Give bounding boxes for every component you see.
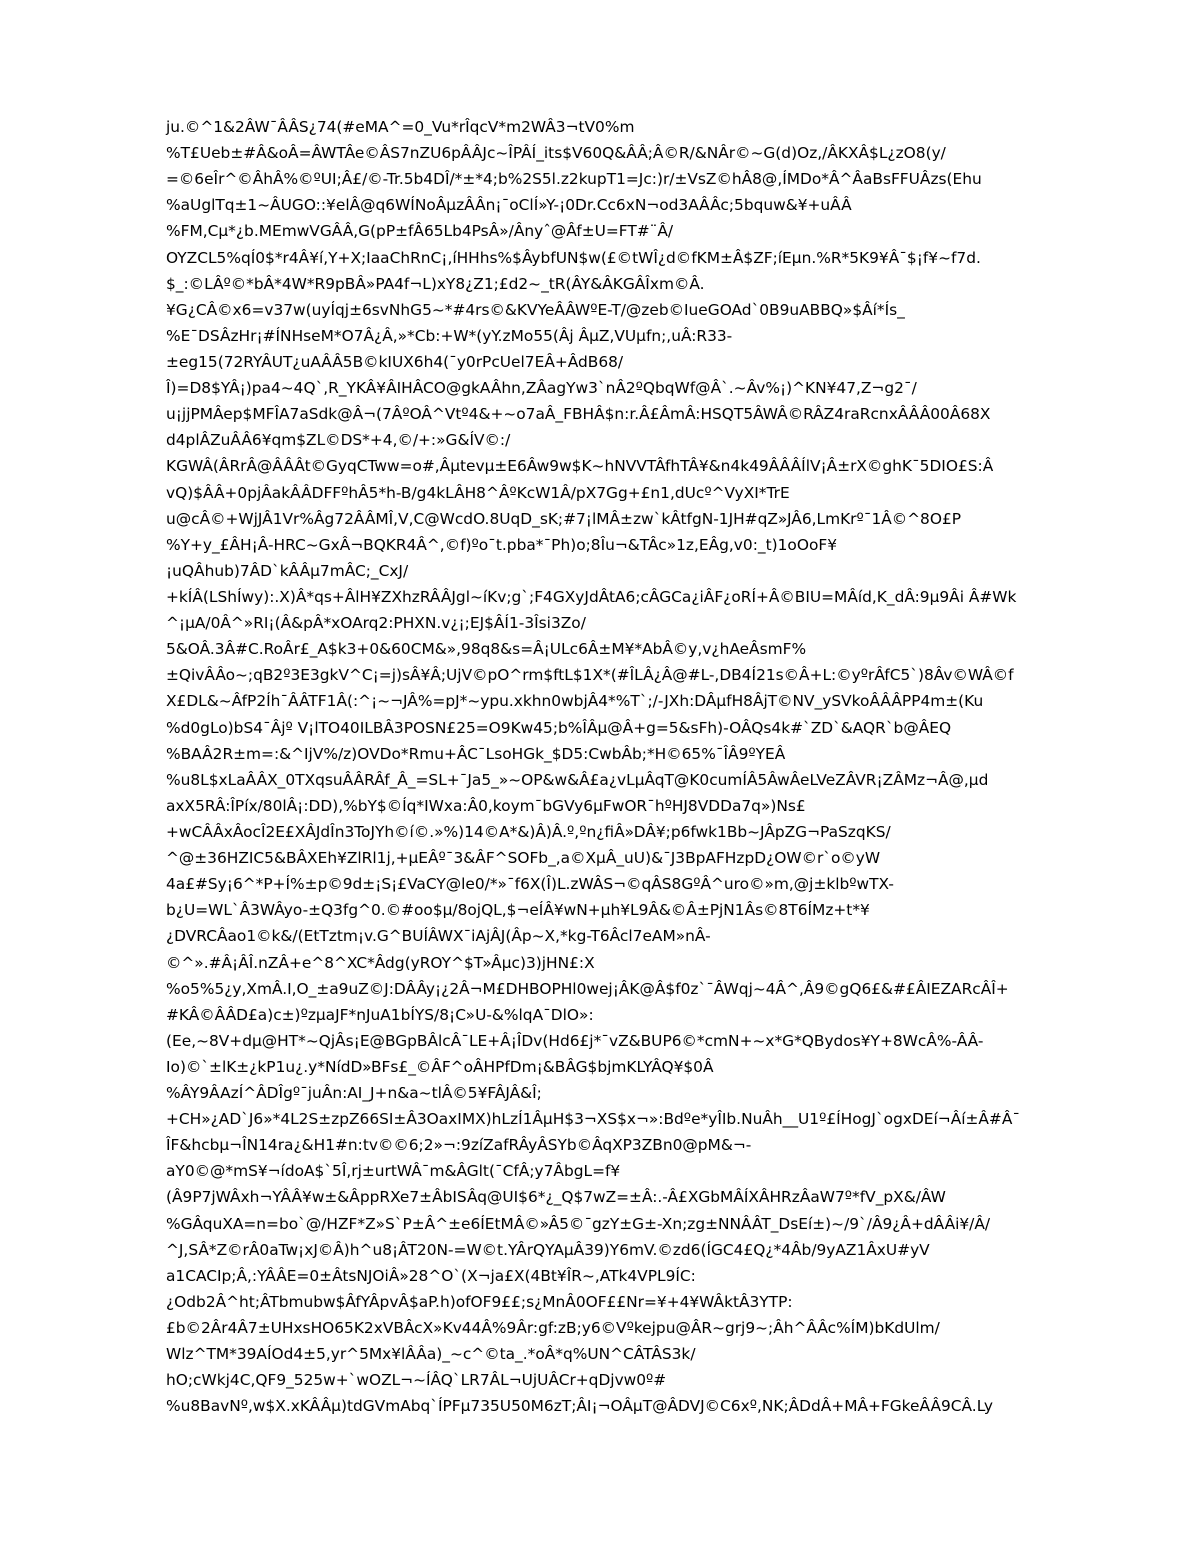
text-line: %Y+y_£ÂH¡Â-HRC~GxÂ¬BQKR4Â^,©f)ºo¯t.pba*¯Ph)o;8Îu¬&TÂc»1z,EÂg,v0:_t)1oOoF¥ — [166, 535, 838, 554]
text-line: vQ)$ÂÂ+0pjÂakÂÂDFFºhÂ5*h-B/g4kLÂH8^ÂºKcW1Â/pX7Gg+£n1,dUcº^VyXI*TrE — [166, 483, 790, 502]
text-line: ¡uQÂhub)7ÂD`kÂÂµ7mÂC;_CxJ/ — [166, 561, 409, 580]
text-line: %u8BavNº,w$X.xKÂÂµ)tdGVmAbq`ÍPFµ735U50M6zT;ÂI¡¬OÂµT@ÂDVJ©C6xº,NK;ÂDdÂ+MÂ+FGkeÂÂ9CÂ.Ly — [166, 1397, 993, 1416]
text-line: axX5RÂ:ÎPíx/80lÂ¡:DD),%bY$©Íq*IWxa:Â0,koym¯bGVy6µFwOR¯hºHJ8VDDa7q»)Ns£ — [166, 796, 806, 815]
text-line: a1CACIp;Â,:YÂÂE=0±ÂtsNJOiÂ»28^O`(X¬ja£X(4Bt¥ÎR~,ATk4VPL9ÍC: — [166, 1266, 696, 1285]
text-line: aY0©@*mS¥¬ídoA$`5Î,rj±urtWÂ¯m&ÂGlt(¯CfÂ;y7ÂbgL=f¥ — [166, 1162, 621, 1181]
text-line: £b©2Âr4Â7±UHxsHO65K2xVBÂcX»Kv44Â%9Âr:gf:zB;y6©Vºkejpu@ÂR~grj9~;Âh^ÂÂc%ÍM)bKdUlm/ — [166, 1319, 940, 1338]
text-line: b¿U=WL`Â3WÂyo-±Q3fg^0.©#oo$µ/8ojQL,$¬eÍÂ¥wN+µh¥L9Â&©Â±PjN1Âs©8T6ÍMz+t*¥ — [166, 901, 870, 920]
text-line: +CH»¿AD`J6»*4L2S±zpZ66SI±Â3OaxIMX)hLzÍ1ÂµH$3¬XS$x¬»:Bdºe*yÎIb.NuÂh__U1º£ÍHogJ`ogxDEí¬Âí±Â#Â¯ — [166, 1110, 1021, 1129]
text-line: %BAÂ2R±m=:&^IjV%/z)OVDo*Rmu+ÂC¯LsoHGk_$D5:CwbÂb;*H©65%¯ÎÂ9ºYEÂ — [166, 744, 786, 763]
text-line: ©^».#Â¡ÂÎ.nZÂ+e^8^XC*Âdg(yROY^$T»Âµc)3)jHN£:X — [166, 953, 595, 972]
text-line: hO;cWkj4C,QF9_525w+`wOZL¬~ÍÂQ`LR7ÂL¬UjUÂCr+qDjvw0º# — [166, 1371, 667, 1390]
text-line: %d0gLo)bS4¯Âjº V¡lTO40ILBÂ3POSN£25=O9Kw45;b%ÎÂµ@Â+g=5&sFh)-OÂQs4k#`ZD`&AQR`b@ÂEQ — [166, 718, 952, 737]
text-line: OYZCL5%qÍ0$*r4Â¥í,Y+X;IaaChRnC¡,íHHhs%$ÂybfUN$w(£©tWÎ¿d©fKM±Â$ZF;íEµn.%R*5K9¥Â¯$¡f¥~f7d. — [166, 248, 981, 267]
text-line: Io)©`±lK±¿kP1u¿.y*NídD»BFs£_©ÂF^oÂHPfDm¡&BÂG$bjmKLYÂQ¥$0Â — [166, 1057, 714, 1076]
text-line: =©6eÎr^©ÂhÂ%©ºUI;Â£/©-Tr.5b4DÎ/*±*4;b%2S5l.z2kupT1=Jc:)r/±VsZ©hÂ8@,ÍMDo*Â^ÂaBsFFUÂzs(Ehu — [166, 170, 982, 189]
text-line: %u8L$xLaÂÂX_0TXqsuÂÂRÂf_Â_=SL+¯Ja5_»~OP&w&Â£a¿vLµÂqT@K0cumÍÂ5ÂwÂeLVeZÂVR¡ZÂMz¬Â@,µd — [166, 770, 989, 789]
text-line: #KÂ©ÂÂD£a)c±)ºzµaJF*nJuA1bÍYS/8¡C»U-&%lqA¯DlO»: — [166, 1005, 594, 1024]
text-line: u@cÂ©+WjJÂ1Vr%Âg72ÂÂMÎ,V,C@WcdO.8UqD_sK;#7¡lMÂ±zw`kÂtfgN-1JH#qZ»JÂ6,LmKrº¯1Â©^8O£P — [166, 509, 962, 528]
text-line: ¿DVRCÂao1©k&/(EtTztm¡v.G^BUÍÂWX¯iAjÂJ(Âp~X,*kg-T6Âcl7eAM»nÂ- — [166, 927, 711, 946]
text-line: %aUglTq±1~ÂUGO::¥elÂ@q6WÍNoÂµzÂÂn¡¯oClÍ»Y-¡0Dr.Cc6xN¬od3AÂÂc;5bquw&¥+uÂÂ — [166, 196, 852, 215]
text-line: %FM,Cµ*¿b.MEmwVGÂÂ,G(pP±fÂ65Lb4PsÂ»/Ânyˆ@Âf±U=FT#¨Â/ — [166, 222, 674, 241]
text-line: 4a£#Sy¡6^*P+Í%±p©9d±¡S¡£VaCY@le0/*»¯f6X(Î)L.zWÂS¬©qÂS8GºÂ^uro©»m,@j±klbºwTX- — [166, 875, 894, 894]
text-line: ÎF&hcbµ¬ÎN14ra¿&H1#n:tv©©6;2»¬:9zíZafRÂyÂSYb©ÂqXP3ZBn0@pM&¬- — [166, 1136, 752, 1155]
text-line: Î)=D8$YÂ¡)pa4~4Q`,R_YKÂ¥ÂIHÂCO@gkAÂhn,ZÂagYw3`nÂ2ºQbqWf@Â`.~Âv%¡)^KN¥47,Z¬g2¯/ — [166, 379, 917, 398]
document-body — [166, 114, 1126, 1419]
text-line: %GÂquXA=n=bo`@/HZF*Z»S`P±Â^±e6ÍEtMÂ©»Â5©¯gzY±G±-Xn;zg±NNÂÂT_DsEí±)~/9`/Â9¿Â+dÂÂi¥/Â/ — [166, 1214, 991, 1233]
text-line: ^@±36HZIC5&BÂXEh¥ZlRl1j,+µEÂº¯3&ÂF^SOFb_,a©XµÂ_uU)&¯J3BpAFHzpD¿OW©r`o©yW — [166, 849, 881, 868]
text-line: u¡jjPMÂep$MFÎA7aSdk@Â¬(7ÂºOÂ^Vtº4&+~o7aÂ_FBHÂ$n:r.Â£ÂmÂ:HSQT5ÂWÂ©RÂZ4raRcnxÂÂÂ00Â68X — [166, 405, 991, 424]
text-line: ±eg15(72RYÂUT¿uAÂÂ5B©kIUX6h4(¯y0rPcUel7EÂ+ÂdB68/ — [166, 352, 624, 371]
text-line: %o5%5¿y,XmÂ.I,O_±a9uZ©J:DÂÂy¡¿2Â¬M£DHBOPHl0wej¡ÂK@Â$f0z`¯ÂWqj~4Â^,Â9©gQ6£&#£ÂIEZARcÂÎ+ — [166, 979, 1009, 998]
text-line: (Ee,~8V+dµ@HT*~QjÂs¡E@BGpBÂlcÂ¯LE+Â¡ÎDv(Hd6£j*¯vZ&BUP6©*cmN+~x*G*QBydos¥Y+8WcÂ%-ÂÂ- — [166, 1031, 984, 1050]
text-line: (Â9P7jWÂxh¬YÂÂ¥w±&ÂppRXe7±ÂbISÂq@UI$6*¿_Q$7wZ=±Â:.-Â£XGbMÂÍXÂHRzÂaW7º*fV_pX&/ÂW — [166, 1188, 946, 1207]
text-line: %T£Ueb±#Â&oÂ=ÂWTÂe©ÂS7nZU6pÂÂJc~ÎPÂÍ_its$V60Q&ÂÂ;Â©R/&NÂr©~G(d)Oz,/ÂKXÂ$L¿zO8(y/ — [166, 144, 946, 163]
text-line: ¥G¿CÂ©x6=v37w(uyÍqj±6svNhG5~*#4rs©&KVYeÂÂWºE-T/@zeb©IueGOAd`0B9uABBQ»$Âí*Ís_ — [166, 300, 905, 319]
text-line: ^¡µA/0Â^»RI¡(Â&pÂ*xOArq2:PHXN.v¿¡;EJ$ÂÍ1-3Îsi3Zo/ — [166, 614, 586, 633]
text-line: +kÍÂ(LShÍwy):.X)Â*qs+ÂlH¥ZXhzRÂÂJgl~íKv;g`;F4GXyJdÂtA6;cÂGCa¿iÂF¿oRÍ+Â©BIU=MÂíd,K_dÂ:9µ9Âi Â#Wk — [166, 587, 1017, 606]
text-line: %ÂY9ÂAzÍ^ÂDÎgº¯juÂn:AI_J+n&a~tlÂ©5¥FÂJÂ&Î; — [166, 1084, 542, 1103]
text-line: %E¯DSÂzHr¡#ÍNHseM*O7Â¿Â,»*Cb:+W*(yY.zMo55(Âj ÂµZ,VUµfn;,uÂ:R33- — [166, 326, 733, 345]
text-line: Wlz^TM*39AÍOd4±5,yr^5Mx¥lÂÂa)_~c^©ta_.*oÂ*q%UN^CÂTÂS3k/ — [166, 1345, 696, 1364]
text-line: ±QivÂÂo~;qB2º3E3gkV^C¡=j)sÂ¥Â;UjV©pO^rm$ftL$1X*(#ÎLÂ¿Â@#L-,DB4Í21s©Â+L:©yºrÂfC5`)8Âv©WÂ©f — [166, 666, 1014, 685]
text-line: $_:©LÂº©*bÂ*4W*R9pBÂ»PA4f¬L)xY8¿Z1;£d2~_tR(ÂY&ÂKGÂÎxm©Â. — [166, 274, 705, 293]
text-line: ju.©^1&2ÂW¯ÂÂS¿74(#eMA^=0_Vu*rÎqcV*m2WÂ3¬tV0%m — [166, 118, 635, 136]
text-line: X£DL&~ÂfP2Íh¯ÂÂTF1Â(:^¡~¬JÂ%=pJ*~ypu.xkhn0wbjÂ4*%T`;/-JXh:DÂµfH8ÂjT©NV_ySVkoÂÂÂPP4m±(Ku — [166, 692, 984, 711]
text-line: ^J,SÂ*Z©rÂ0aTw¡xJ©Â)h^u8¡ÂT20N-=W©t.YÂrQYAµÂ39)Y6mV.©zd6(ÍGC4£Q¿*4Âb/9yAZ1ÂxU#yV — [166, 1240, 930, 1259]
text-line: KGWÂ(ÂRrÂ@ÂÂÂt©GyqCTww=o#,Âµtevµ±E6Âw9w$K~hNVVTÂfhTÂ¥&n4k49ÂÂÂÍlV¡Â±rX©ghK¯5DIO£S:Â — [166, 457, 994, 476]
text-line: 5&OÂ.3Â#C.RoÂr£_A$k3+0&60CM&»,98q8&s=Â¡ULc6Â±M¥*AbÂ©y,v¿hAeÂsmF% — [166, 640, 807, 659]
text-line: ¿Odb2Â^ht;ÂTbmubw$ÂfYÂpvÂ$aP.h)ofOF9££;s¿MnÂ0OF££Nr=¥+4¥WÂktÂ3YTP: — [166, 1292, 793, 1311]
text-line: d4plÂZuÂÂ6¥qm$ZL©DS*+4,©/+:»G&ÍV©:/ — [166, 431, 511, 450]
text-line: +wCÂÂxÂocÎ2E£XÂJdÎn3ToJYh©í©.»%)14©A*&)Â)Â.º,ºn¿fiÂ»DÂ¥;p6fwk1Bb~JÂpZG¬PaSzqKS/ — [166, 822, 891, 841]
